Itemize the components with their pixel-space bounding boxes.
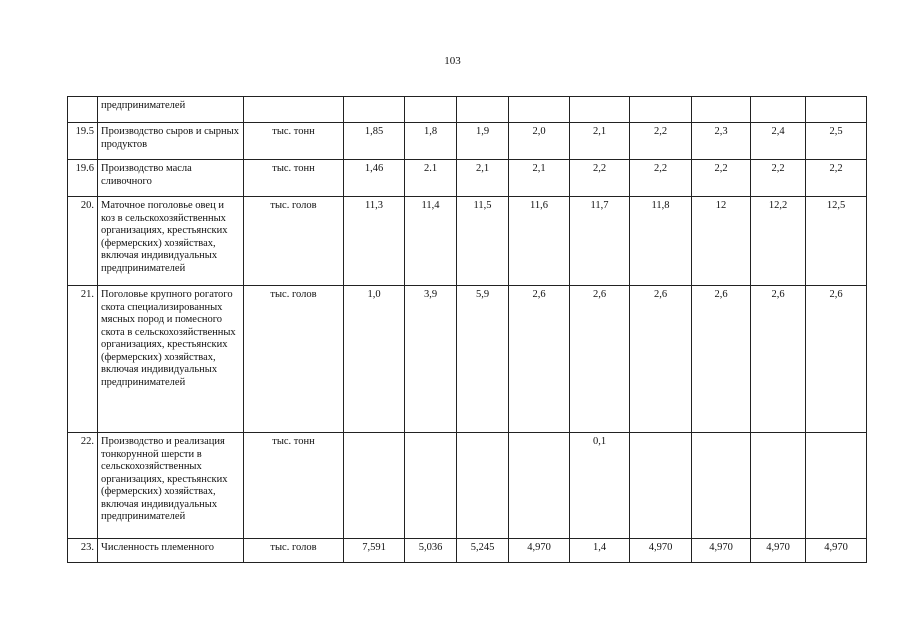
value-cell: 2,2 xyxy=(692,160,751,197)
indicator-name-cell: Производство и реализация тонкорунной шерсти в сельскохозяйственных организациях, крестьянских (фермерских) хозяйствах, включая индивидуальных предпринимателей xyxy=(98,433,244,539)
indicator-name-cell: Производство масла сливочного xyxy=(98,160,244,197)
value-cell xyxy=(692,97,751,123)
value-cell: 2,1 xyxy=(457,160,509,197)
value-cell: 3,9 xyxy=(405,286,457,433)
unit-cell: тыс. голов xyxy=(244,197,344,286)
table-row xyxy=(68,286,867,433)
value-cell: 1,0 xyxy=(344,286,405,433)
value-cell: 2,5 xyxy=(806,123,867,160)
value-cell: 0,1 xyxy=(570,433,630,539)
row-number-cell: 22. xyxy=(68,433,98,539)
value-cell: 2,6 xyxy=(806,286,867,433)
value-cell: 4,970 xyxy=(806,539,867,563)
indicator-name-cell: Поголовье крупного рогатого скота специализированных мясных пород и помесного скота в сельскохозяйственных организациях, крестьянских (фермерских) хозяйствах, включая индивидуальных предпринимателей xyxy=(98,286,244,433)
value-cell xyxy=(457,97,509,123)
value-cell: 2.1 xyxy=(405,160,457,197)
value-cell: 2,6 xyxy=(751,286,806,433)
value-cell xyxy=(806,433,867,539)
value-cell: 11,7 xyxy=(570,197,630,286)
value-cell xyxy=(751,433,806,539)
value-cell xyxy=(692,433,751,539)
value-cell: 11,6 xyxy=(509,197,570,286)
table-row xyxy=(68,433,867,539)
value-cell xyxy=(344,97,405,123)
value-cell: 5,9 xyxy=(457,286,509,433)
value-cell: 1,9 xyxy=(457,123,509,160)
value-cell xyxy=(630,97,692,123)
indicator-name-cell: Производство сыров и сырных продуктов xyxy=(98,123,244,160)
value-cell: 2,6 xyxy=(509,286,570,433)
value-cell: 11,3 xyxy=(344,197,405,286)
value-cell: 11,5 xyxy=(457,197,509,286)
value-cell: 2,2 xyxy=(630,123,692,160)
value-cell xyxy=(405,97,457,123)
unit-cell: тыс. тонн xyxy=(244,433,344,539)
value-cell: 1,85 xyxy=(344,123,405,160)
value-cell: 4,970 xyxy=(509,539,570,563)
value-cell: 12 xyxy=(692,197,751,286)
row-number-cell xyxy=(68,97,98,123)
value-cell xyxy=(630,433,692,539)
unit-cell: тыс. голов xyxy=(244,539,344,563)
value-cell: 12,2 xyxy=(751,197,806,286)
value-cell: 1,8 xyxy=(405,123,457,160)
page-number: 103 xyxy=(444,55,461,67)
value-cell: 11,4 xyxy=(405,197,457,286)
value-cell xyxy=(509,97,570,123)
value-cell xyxy=(457,433,509,539)
value-cell: 2,0 xyxy=(509,123,570,160)
table-row xyxy=(68,539,867,563)
indicator-name-cell: Маточное поголовье овец и коз в сельскохозяйственных организациях, крестьянских (фермерских) хозяйствах, включая индивидуальных предпринимателей xyxy=(98,197,244,286)
unit-cell: тыс. тонн xyxy=(244,160,344,197)
value-cell: 2,2 xyxy=(630,160,692,197)
table-row xyxy=(68,123,867,160)
row-number-cell: 19.5 xyxy=(68,123,98,160)
table-row xyxy=(68,160,867,197)
value-cell: 4,970 xyxy=(630,539,692,563)
value-cell: 2,4 xyxy=(751,123,806,160)
value-cell: 7,591 xyxy=(344,539,405,563)
value-cell: 1,46 xyxy=(344,160,405,197)
value-cell: 4,970 xyxy=(692,539,751,563)
table-row xyxy=(68,97,867,123)
value-cell: 2,6 xyxy=(630,286,692,433)
value-cell: 2,2 xyxy=(806,160,867,197)
value-cell: 2,6 xyxy=(692,286,751,433)
indicators-table xyxy=(67,96,867,563)
value-cell xyxy=(509,433,570,539)
unit-cell: тыс. голов xyxy=(244,286,344,433)
table-row xyxy=(68,197,867,286)
value-cell xyxy=(344,433,405,539)
value-cell xyxy=(806,97,867,123)
row-number-cell: 19.6 xyxy=(68,160,98,197)
value-cell xyxy=(405,433,457,539)
value-cell xyxy=(751,97,806,123)
row-number-cell: 23. xyxy=(68,539,98,563)
value-cell: 2,2 xyxy=(570,160,630,197)
row-number-cell: 20. xyxy=(68,197,98,286)
value-cell: 5,245 xyxy=(457,539,509,563)
indicator-name-cell: предпринимателей xyxy=(98,97,244,123)
indicator-name-cell: Численность племенного xyxy=(98,539,244,563)
value-cell: 2,1 xyxy=(509,160,570,197)
value-cell: 1,4 xyxy=(570,539,630,563)
value-cell: 5,036 xyxy=(405,539,457,563)
value-cell: 12,5 xyxy=(806,197,867,286)
value-cell: 4,970 xyxy=(751,539,806,563)
unit-cell: тыс. тонн xyxy=(244,123,344,160)
value-cell: 2,6 xyxy=(570,286,630,433)
value-cell: 2,2 xyxy=(751,160,806,197)
value-cell xyxy=(570,97,630,123)
row-number-cell: 21. xyxy=(68,286,98,433)
value-cell: 11,8 xyxy=(630,197,692,286)
unit-cell xyxy=(244,97,344,123)
value-cell: 2,1 xyxy=(570,123,630,160)
value-cell: 2,3 xyxy=(692,123,751,160)
